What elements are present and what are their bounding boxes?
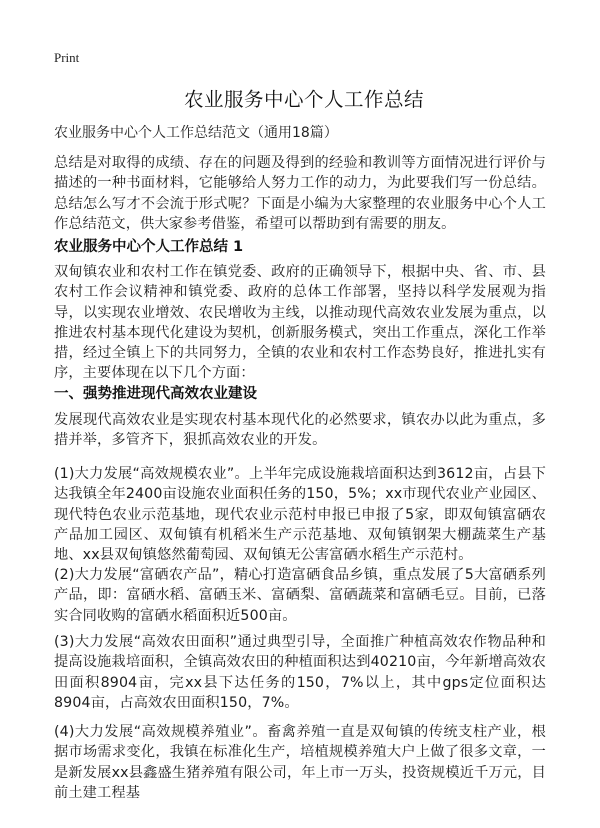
subheading: 一、强势推进现代高效农业建设 — [54, 386, 257, 402]
intro-paragraph: 总结是对取得的成绩、存在的问题及得到的经验和教训等方面情况进行评价与描述的一种书面材料，它能够给人努力工作的动力，为此要我们写一份总结。总结怎么写才不会流于形式呢？下面是小编为大家整理的农业服务中心个人工作总结范文，供大家参考借鉴，希望可以帮助到有需要的朋友。 — [54, 155, 546, 232]
list-item-1: (1)大力发展“高效规模农业”。上半年完成设施栽培面积达到3612亩，占县下达我镇全年2400亩设施农业面积任务的150，5%；xx市现代农业产业园区、现代特色农业示范基地，现代农业示范村申报已申报了5家，即双甸镇富硒农产品加工园区、双甸镇有机稻米生产示范基地、双甸镇钢架大棚蔬菜生产基地、xx县双甸镇悠然葡萄园、双甸镇无公害富硒水稻生产示范村。 — [54, 466, 546, 564]
list-item-2: (2)大力发展“富硒农产品”，精心打造富硒食品乡镇，重点发展了5大富硒系列产品，即：富硒水稻、富硒玉米、富硒梨、富硒蔬菜和富硒毛豆。目前，已落实合同收购的富硒水稻面积近500亩。 — [54, 567, 546, 624]
section-heading: 农业服务中心个人工作总结 1 — [54, 239, 244, 255]
development-paragraph: 发展现代高效农业是实现农村基本现代化的必然要求，镇农办以此为重点，多措并举，多管齐下，狠抓高效农业的开发。 — [54, 412, 546, 449]
list-item-4: (4)大力发展“高效规模养殖业”。畜禽养殖一直是双甸镇的传统支柱产业，根据市场需求变化，我镇在标准化生产，培植规模养殖大户上做了很多文章，一是新发展xx县鑫盛生猪养殖有限公司，年上市一万头，投资规模近千万元，目前土建工程基 — [54, 724, 546, 801]
document-subtitle: 农业服务中心个人工作总结范文（通用18篇） — [54, 125, 338, 141]
print-label[interactable]: Print — [54, 50, 80, 65]
section1-paragraph: 双甸镇农业和农村工作在镇党委、政府的正确领导下，根据中央、省、市、县农村工作会议精神和镇党委、政府的总体工作部署，坚持以科学发展观为指导，以实现农业增效、农民增收为主线，以推动现代高效农业发展为重点，以推进农村基本现代化建设为契机，创新服务模式，突出工作重点，深化工作举措，经过全镇上下的共同努力，全镇的农业和农村工作态势良好，推进扎实有序，主要体现在以下几个方面： — [54, 264, 546, 382]
list-item-3: (3)大力发展“高效农田面积”通过典型引导，全面推广种植高效农作物品种和提高设施栽培面积，全镇高效农田的种植面积达到40210亩，今年新增高效农田面积8904亩，完xx县下达任务的150，7%以上，其中gps定位面积达8904亩，占高效农田面积150，7%。 — [54, 634, 546, 711]
page-title: 农业服务中心个人工作总结 — [183, 88, 424, 111]
